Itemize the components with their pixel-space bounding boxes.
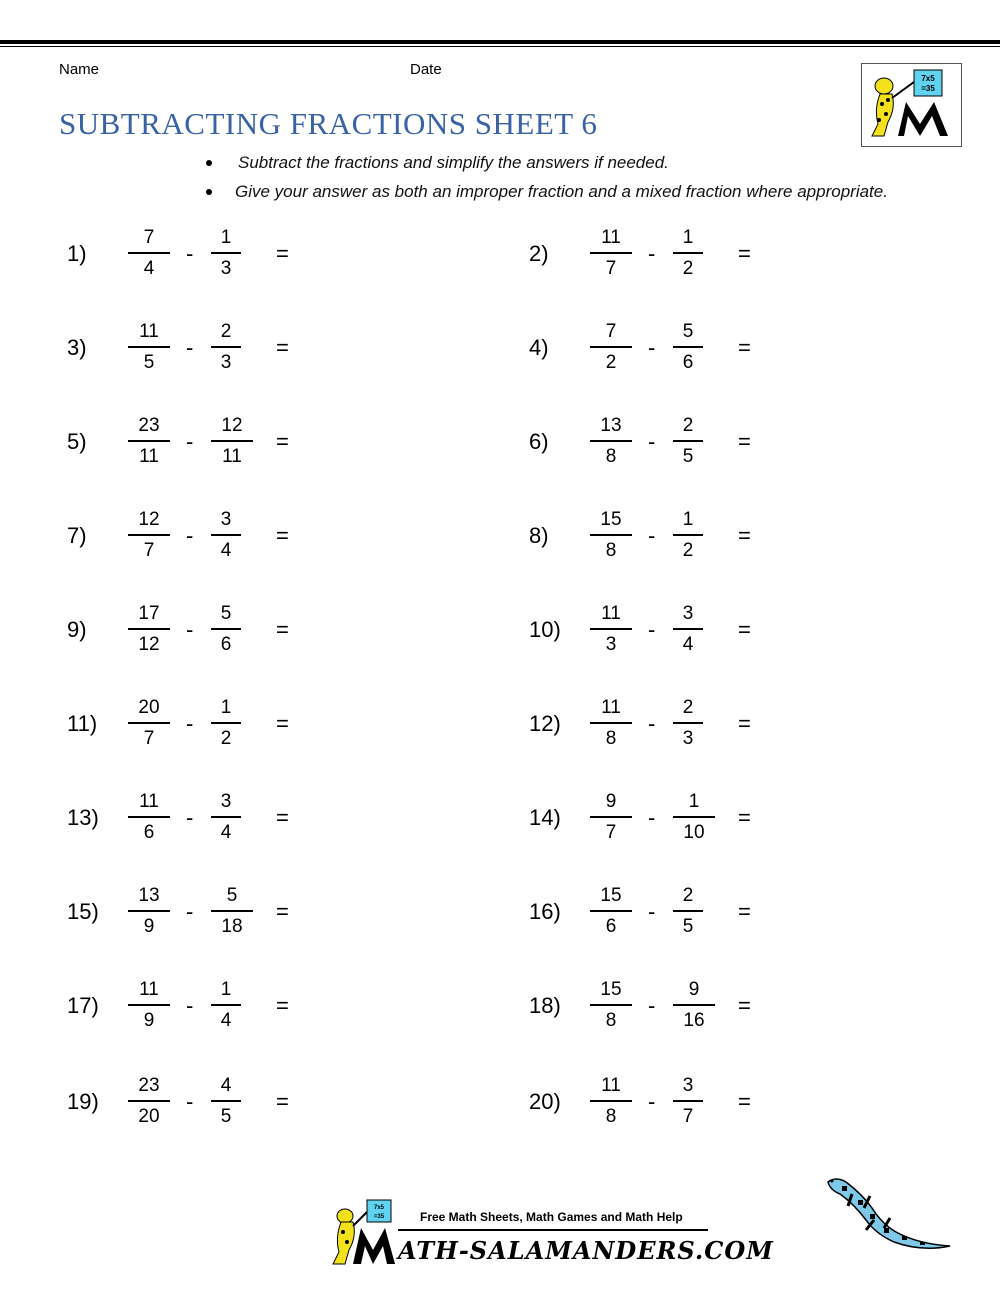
denominator: 7: [682, 1105, 694, 1127]
minus-sign: -: [648, 805, 656, 830]
denominator: 8: [605, 539, 617, 561]
footer-site-name: ATH-SALAMANDERS.COM: [398, 1236, 774, 1265]
fraction-subtrahend: [211, 601, 241, 658]
denominator: 4: [220, 539, 232, 561]
fraction-bar: [590, 534, 632, 536]
problem-number: 5): [67, 429, 87, 454]
numerator: 5: [226, 885, 238, 906]
equals-sign: =: [738, 1089, 751, 1114]
equals-sign: =: [738, 429, 751, 454]
fraction-bar: [211, 816, 241, 818]
problem-number: 12): [529, 711, 561, 736]
denominator: 4: [220, 1009, 232, 1031]
fraction-bar: [673, 346, 703, 348]
numerator: 12: [221, 415, 243, 436]
problem-number: 11): [67, 711, 98, 736]
equals-sign: =: [276, 429, 289, 454]
problem-5: [67, 413, 327, 473]
denominator: 2: [605, 351, 617, 373]
denominator: 4: [220, 821, 232, 843]
fraction-minuend: [128, 695, 170, 752]
minus-sign: -: [648, 711, 656, 736]
fraction-bar: [673, 440, 703, 442]
svg-text:7x5: 7x5: [373, 1205, 385, 1211]
denominator: 9: [143, 1009, 155, 1031]
denominator: 2: [682, 539, 694, 561]
minus-sign: -: [648, 899, 656, 924]
fraction-bar: [590, 440, 632, 442]
problem-16: [529, 883, 789, 943]
fraction-bar: [673, 252, 703, 254]
denominator: 16: [683, 1009, 705, 1031]
fraction-subtrahend: [673, 695, 703, 752]
numerator: 13: [138, 885, 160, 906]
fraction-bar: [211, 628, 241, 630]
fraction-bar: [590, 346, 632, 348]
footer-tagline: Free Math Sheets, Math Games and Math Help: [420, 1210, 683, 1224]
problem-6: [529, 413, 789, 473]
problem-number: 17): [67, 993, 99, 1018]
numerator: 1: [682, 227, 694, 248]
minus-sign: -: [648, 241, 656, 266]
equals-sign: =: [276, 899, 289, 924]
fraction-bar: [211, 910, 253, 912]
date-label: Date: [410, 61, 442, 78]
problem-11: [67, 695, 327, 755]
numerator: 11: [601, 697, 621, 718]
fraction-bar: [673, 816, 715, 818]
denominator: 7: [605, 821, 617, 843]
equals-sign: =: [276, 993, 289, 1018]
minus-sign: -: [648, 993, 656, 1018]
problem-19: [67, 1073, 327, 1133]
numerator: 1: [220, 979, 232, 1000]
numerator: 15: [600, 509, 622, 530]
equals-sign: =: [276, 1089, 289, 1114]
problem-number: 16): [529, 899, 561, 924]
fraction-bar: [211, 534, 241, 536]
numerator: 2: [682, 885, 694, 906]
equals-sign: =: [276, 617, 289, 642]
fraction-bar: [128, 910, 170, 912]
fraction-bar: [673, 1004, 715, 1006]
equals-sign: =: [738, 993, 751, 1018]
fraction-subtrahend: [673, 977, 715, 1034]
numerator: 1: [682, 509, 694, 530]
numerator: 3: [682, 1075, 694, 1096]
salamander-image: [822, 1172, 954, 1258]
problem-20: [529, 1073, 789, 1133]
instruction-1: Subtract the fractions and simplify the answers if needed.: [238, 153, 669, 172]
fraction-bar: [128, 534, 170, 536]
denominator: 5: [682, 915, 694, 937]
minus-sign: -: [648, 429, 656, 454]
minus-sign: -: [186, 429, 194, 454]
numerator: 9: [688, 979, 700, 1000]
instruction-2: Give your answer as both an improper fraction and a mixed fraction where appropriate.: [235, 182, 888, 201]
equals-sign: =: [738, 241, 751, 266]
fraction-minuend: [128, 319, 170, 376]
fraction-minuend: [128, 1073, 170, 1130]
denominator: 10: [683, 821, 705, 843]
denominator: 8: [605, 1009, 617, 1031]
problem-number: 4): [529, 335, 549, 360]
fraction-subtrahend: [673, 225, 703, 282]
problem-number: 2): [529, 241, 549, 266]
denominator: 3: [605, 633, 617, 655]
fraction-bar: [128, 816, 170, 818]
fraction-bar: [673, 1100, 703, 1102]
numerator: 11: [601, 1075, 621, 1096]
denominator: 6: [143, 821, 155, 843]
numerator: 4: [220, 1075, 232, 1096]
fraction-bar: [128, 346, 170, 348]
fraction-minuend: [128, 507, 170, 564]
equals-sign: =: [738, 711, 751, 736]
numerator: 3: [220, 509, 232, 530]
equals-sign: =: [276, 523, 289, 548]
denominator: 20: [138, 1105, 160, 1127]
fraction-minuend: [590, 1073, 632, 1130]
fraction-subtrahend: [211, 1073, 241, 1130]
fraction-bar: [211, 1004, 241, 1006]
minus-sign: -: [648, 617, 656, 642]
denominator: 5: [143, 351, 155, 373]
numerator: 12: [138, 509, 160, 530]
numerator: 3: [682, 603, 694, 624]
problem-number: 3): [67, 335, 87, 360]
numerator: 20: [138, 697, 160, 718]
fraction-bar: [211, 1100, 241, 1102]
fraction-bar: [590, 1004, 632, 1006]
fraction-bar: [128, 1004, 170, 1006]
equals-sign: =: [276, 805, 289, 830]
footer-rule: [398, 1229, 708, 1231]
problem-13: [67, 789, 327, 849]
problem-7: [67, 507, 327, 567]
fraction-subtrahend: [673, 789, 715, 846]
fraction-minuend: [590, 319, 632, 376]
fraction-bar: [128, 1100, 170, 1102]
numerator: 7: [605, 321, 617, 342]
fraction-minuend: [590, 225, 632, 282]
equals-sign: =: [276, 335, 289, 360]
fraction-minuend: [590, 695, 632, 752]
numerator: 23: [138, 1075, 160, 1096]
minus-sign: -: [186, 617, 194, 642]
denominator: 4: [682, 633, 694, 655]
fraction-subtrahend: [673, 413, 703, 470]
minus-sign: -: [186, 241, 194, 266]
numerator: 13: [600, 415, 622, 436]
fraction-bar: [128, 722, 170, 724]
problem-number: 14): [529, 805, 561, 830]
denominator: 6: [220, 633, 232, 655]
fraction-bar: [128, 628, 170, 630]
minus-sign: -: [186, 899, 194, 924]
fraction-subtrahend: [211, 789, 241, 846]
fraction-subtrahend: [211, 225, 241, 282]
problem-2: [529, 225, 789, 285]
denominator: 5: [220, 1105, 232, 1127]
page-title: SUBTRACTING FRACTIONS SHEET 6: [59, 106, 598, 141]
numerator: 7: [143, 227, 155, 248]
denominator: 7: [605, 257, 617, 279]
fraction-minuend: [590, 977, 632, 1034]
problem-4: [529, 319, 789, 379]
fraction-subtrahend: [211, 883, 253, 940]
bullet-2: [206, 189, 212, 195]
problem-number: 15): [67, 899, 99, 924]
fraction-minuend: [128, 225, 170, 282]
minus-sign: -: [186, 711, 194, 736]
fraction-bar: [590, 722, 632, 724]
fraction-minuend: [128, 883, 170, 940]
problem-number: 6): [529, 429, 549, 454]
equals-sign: =: [738, 335, 751, 360]
fraction-subtrahend: [211, 507, 241, 564]
minus-sign: -: [186, 1089, 194, 1114]
numerator: 2: [682, 697, 694, 718]
top-rule-thick: [0, 40, 1000, 44]
fraction-subtrahend: [211, 319, 241, 376]
minus-sign: -: [186, 805, 194, 830]
fraction-subtrahend: [673, 507, 703, 564]
denominator: 7: [143, 727, 155, 749]
fraction-bar: [211, 722, 241, 724]
minus-sign: -: [648, 335, 656, 360]
numerator: 17: [138, 603, 160, 624]
equals-sign: =: [738, 899, 751, 924]
bullet-1: [206, 160, 212, 166]
name-label: Name: [59, 61, 100, 78]
minus-sign: -: [186, 523, 194, 548]
fraction-minuend: [128, 789, 170, 846]
fraction-bar: [211, 440, 253, 442]
fraction-minuend: [128, 601, 170, 658]
equals-sign: =: [276, 241, 289, 266]
fraction-subtrahend: [211, 413, 253, 470]
fraction-minuend: [590, 789, 632, 846]
numerator: 1: [220, 697, 232, 718]
fraction-bar: [673, 628, 703, 630]
minus-sign: -: [186, 335, 194, 360]
denominator: 8: [605, 1105, 617, 1127]
problem-number: 13): [67, 805, 99, 830]
problem-number: 8): [529, 523, 549, 548]
denominator: 5: [682, 445, 694, 467]
denominator: 8: [605, 445, 617, 467]
fraction-bar: [590, 910, 632, 912]
fraction-bar: [673, 534, 703, 536]
fraction-minuend: [128, 977, 170, 1034]
fraction-subtrahend: [211, 695, 241, 752]
numerator: 1: [220, 227, 232, 248]
fraction-subtrahend: [673, 319, 703, 376]
numerator: 11: [139, 791, 159, 812]
numerator: 15: [600, 885, 622, 906]
denominator: 2: [220, 727, 232, 749]
problem-8: [529, 507, 789, 567]
denominator: 4: [143, 257, 155, 279]
fraction-bar: [590, 628, 632, 630]
fraction-bar: [128, 440, 170, 442]
fraction-minuend: [590, 507, 632, 564]
fraction-bar: [673, 722, 703, 724]
top-rule-thin: [0, 46, 1000, 47]
numerator: 9: [605, 791, 617, 812]
denominator: 18: [221, 915, 243, 937]
numerator: 2: [682, 415, 694, 436]
minus-sign: -: [648, 523, 656, 548]
numerator: 3: [220, 791, 232, 812]
fraction-subtrahend: [673, 1073, 703, 1130]
fraction-subtrahend: [673, 883, 703, 940]
fraction-bar: [211, 346, 241, 348]
minus-sign: -: [648, 1089, 656, 1114]
numerator: 1: [688, 791, 700, 812]
denominator: 11: [139, 445, 159, 467]
numerator: 2: [220, 321, 232, 342]
denominator: 2: [682, 257, 694, 279]
fraction-bar: [673, 910, 703, 912]
problem-number: 10): [529, 617, 561, 642]
problem-1: [67, 225, 327, 285]
problem-number: 1): [67, 241, 87, 266]
fraction-subtrahend: [673, 601, 703, 658]
problem-14: [529, 789, 789, 849]
problem-17: [67, 977, 327, 1037]
numerator: 11: [139, 321, 159, 342]
numerator: 5: [682, 321, 694, 342]
problem-number: 9): [67, 617, 87, 642]
denominator: 7: [143, 539, 155, 561]
numerator: 15: [600, 979, 622, 1000]
svg-text:=35: =35: [373, 1214, 385, 1220]
denominator: 3: [682, 727, 694, 749]
problem-15: [67, 883, 327, 943]
denominator: 11: [222, 445, 242, 467]
numerator: 11: [601, 603, 621, 624]
fraction-minuend: [590, 413, 632, 470]
denominator: 3: [220, 257, 232, 279]
fraction-bar: [590, 1100, 632, 1102]
minus-sign: -: [186, 993, 194, 1018]
denominator: 6: [605, 915, 617, 937]
salamander-logo: [861, 63, 962, 147]
svg-text:=35: =35: [921, 84, 935, 93]
numerator: 11: [601, 227, 621, 248]
numerator: 23: [138, 415, 160, 436]
problem-12: [529, 695, 789, 755]
problem-10: [529, 601, 789, 661]
equals-sign: =: [738, 805, 751, 830]
denominator: 8: [605, 727, 617, 749]
fraction-minuend: [590, 883, 632, 940]
problem-number: 19): [67, 1089, 99, 1114]
logo-board-text: 7x5: [921, 74, 935, 83]
denominator: 3: [220, 351, 232, 373]
equals-sign: =: [276, 711, 289, 736]
numerator: 11: [139, 979, 159, 1000]
fraction-subtrahend: [211, 977, 241, 1034]
problem-3: [67, 319, 327, 379]
fraction-bar: [590, 816, 632, 818]
fraction-bar: [211, 252, 241, 254]
problem-number: 20): [529, 1089, 561, 1114]
fraction-minuend: [590, 601, 632, 658]
problem-number: 7): [67, 523, 87, 548]
problem-number: 18): [529, 993, 561, 1018]
equals-sign: =: [738, 617, 751, 642]
problem-9: [67, 601, 327, 661]
fraction-bar: [590, 252, 632, 254]
problem-18: [529, 977, 789, 1037]
fraction-minuend: [128, 413, 170, 470]
fraction-bar: [128, 252, 170, 254]
numerator: 5: [220, 603, 232, 624]
denominator: 9: [143, 915, 155, 937]
denominator: 6: [682, 351, 694, 373]
equals-sign: =: [738, 523, 751, 548]
denominator: 12: [138, 633, 160, 655]
